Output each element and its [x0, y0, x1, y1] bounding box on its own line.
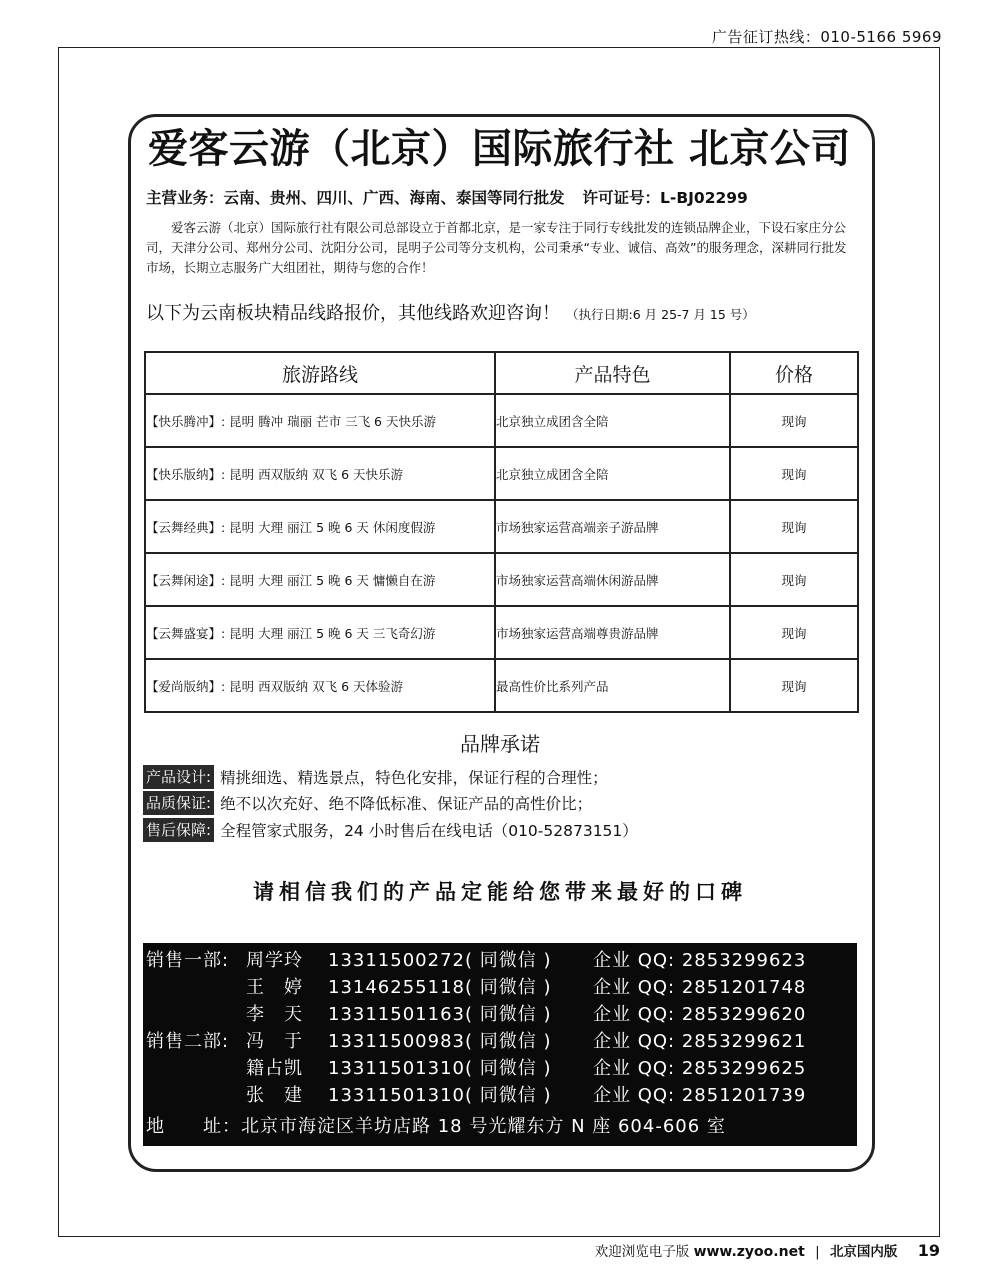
- sales-person: 冯 于: [246, 1031, 303, 1052]
- feature-cell: 市场独家运营高端尊贵游品牌: [495, 606, 730, 659]
- price-cell: 现询: [730, 553, 858, 606]
- sales-phone: 13146255118( 同微信 ): [328, 977, 552, 998]
- sales-qq: 企业 QQ: 2851201748: [593, 977, 807, 998]
- sales-row: [143, 947, 857, 974]
- sales-qq: 企业 QQ: 2853299621: [593, 1031, 807, 1052]
- sales-person: 王 婷: [246, 977, 303, 998]
- valid-dates: （执行日期:6 月 25-7 月 15 号）: [566, 307, 755, 322]
- sales-row: [143, 1082, 857, 1109]
- route-cell: 【快乐腾冲】: 昆明 腾冲 瑞丽 芒市 三飞 6 天快乐游: [145, 394, 495, 447]
- sales-person: 籍占凯: [246, 1058, 303, 1079]
- sales-person: 张 建: [246, 1085, 303, 1106]
- business-scope: 主营业务：云南、贵州、四川、广西、海南、泰国等同行批发: [146, 189, 565, 207]
- promise-label: 产品设计:: [143, 765, 214, 789]
- price-cell: 现询: [730, 606, 858, 659]
- sales-person: 李 天: [246, 1004, 303, 1025]
- sales-row: [143, 974, 857, 1001]
- table-row: [145, 606, 858, 659]
- table-row: [145, 394, 858, 447]
- sales-department: 销售二部:: [146, 1031, 230, 1052]
- slogan: 请相信我们的产品定能给您带来最好的口碑: [253, 879, 747, 904]
- feature-cell: 市场独家运营高端亲子游品牌: [495, 500, 730, 553]
- routes-table: [144, 351, 859, 713]
- table-row: [145, 500, 858, 553]
- promise-label: 品质保证:: [143, 791, 214, 815]
- company-intro: 爱客云游（北京）国际旅行社有限公司总部设立于首都北京，是一家专注于同行专线批发的连锁品牌企业，下设石家庄分公司，天津分公司、郑州分公司、沈阳分公司，昆明子公司等分支机构，公司秉承“专业、诚信、高效”的服务理念，深耕同行批发市场，长期立志服务广大组团社，期待与您的合作！: [146, 220, 847, 275]
- price-notice: [146, 300, 866, 329]
- sales-department: 销售一部:: [146, 950, 230, 971]
- sales-row: [143, 1055, 857, 1082]
- sales-phone: 13311501310( 同微信 ): [328, 1058, 552, 1079]
- sales-phone: 13311501310( 同微信 ): [328, 1085, 552, 1106]
- sales-qq: 企业 QQ: 2853299623: [593, 950, 807, 971]
- page-footer: [595, 1241, 940, 1262]
- promise-label: 售后保障:: [143, 818, 214, 842]
- promise-item: [143, 818, 863, 842]
- ad-hotline: 广告征订热线：010-5166 5969: [711, 28, 942, 46]
- table-row: [145, 553, 858, 606]
- route-cell: 【云舞闲途】: 昆明 大理 丽江 5 晚 6 天 慵懒自在游: [145, 553, 495, 606]
- sales-qq: 企业 QQ: 2853299625: [593, 1058, 807, 1079]
- price-cell: 现询: [730, 394, 858, 447]
- footer-welcome: 欢迎浏览电子版: [594, 1244, 690, 1260]
- route-cell: 【爱尚版纳】: 昆明 西双版纳 双飞 6 天体验游: [145, 659, 495, 712]
- sales-contact-block: [143, 943, 857, 1146]
- feature-cell: 北京独立成团含全陪: [495, 447, 730, 500]
- footer-separator: |: [815, 1244, 820, 1260]
- route-cell: 【云舞经典】: 昆明 大理 丽江 5 晚 6 天 休闲度假游: [145, 500, 495, 553]
- sales-phone: 13311500983( 同微信 ): [328, 1031, 552, 1052]
- promise-item: [143, 765, 863, 789]
- route-cell: 【快乐版纳】: 昆明 西双版纳 双飞 6 天快乐游: [145, 447, 495, 500]
- sales-phone: 13311500272( 同微信 ): [328, 950, 552, 971]
- footer-edition: 北京国内版: [829, 1244, 898, 1260]
- table-row: [145, 659, 858, 712]
- promise-text: 绝不以次充好、绝不降低标准、保证产品的高性价比；: [220, 795, 593, 813]
- sales-qq: 企业 QQ: 2853299620: [593, 1004, 807, 1025]
- header-feature: 产品特色: [495, 352, 730, 394]
- sales-row: [143, 1028, 857, 1055]
- sales-phone: 13311501163( 同微信 ): [328, 1004, 552, 1025]
- license-number: 许可证号：L-BJ02299: [582, 189, 748, 207]
- feature-cell: 市场独家运营高端休闲游品牌: [495, 553, 730, 606]
- promise-text: 精挑细选、精选景点，特色化安排，保证行程的合理性；: [220, 769, 608, 787]
- header-route: 旅游路线: [145, 352, 495, 394]
- route-cell: 【云舞盛宴】: 昆明 大理 丽江 5 晚 6 天 三飞奇幻游: [145, 606, 495, 659]
- business-line: [146, 185, 866, 211]
- price-cell: 现询: [730, 447, 858, 500]
- feature-cell: 最高性价比系列产品: [495, 659, 730, 712]
- company-address: 地 址：北京市海淀区羊坊店路 18 号光耀东方 N 座 604-606 室: [146, 1116, 726, 1137]
- feature-cell: 北京独立成团含全陪: [495, 394, 730, 447]
- table-header-row: [145, 352, 858, 394]
- brand-promise-heading: 品牌承诺: [460, 732, 540, 756]
- header-price: 价格: [730, 352, 858, 394]
- notice-text: 以下为云南板块精品线路报价，其他线路欢迎咨询！: [146, 303, 560, 324]
- price-cell: 现询: [730, 500, 858, 553]
- company-title: 爱客云游（北京）国际旅行社 北京公司: [148, 125, 851, 172]
- promise-item: [143, 791, 863, 815]
- page-number: 19: [917, 1241, 940, 1260]
- footer-website[interactable]: www.zyoo.net: [693, 1244, 805, 1260]
- table-row: [145, 447, 858, 500]
- sales-person: 周学玲: [246, 950, 303, 971]
- sales-row: [143, 1001, 857, 1028]
- promise-text: 全程管家式服务，24 小时售后在线电话（010-52873151）: [220, 822, 638, 840]
- sales-qq: 企业 QQ: 2851201739: [593, 1085, 807, 1106]
- price-cell: 现询: [730, 659, 858, 712]
